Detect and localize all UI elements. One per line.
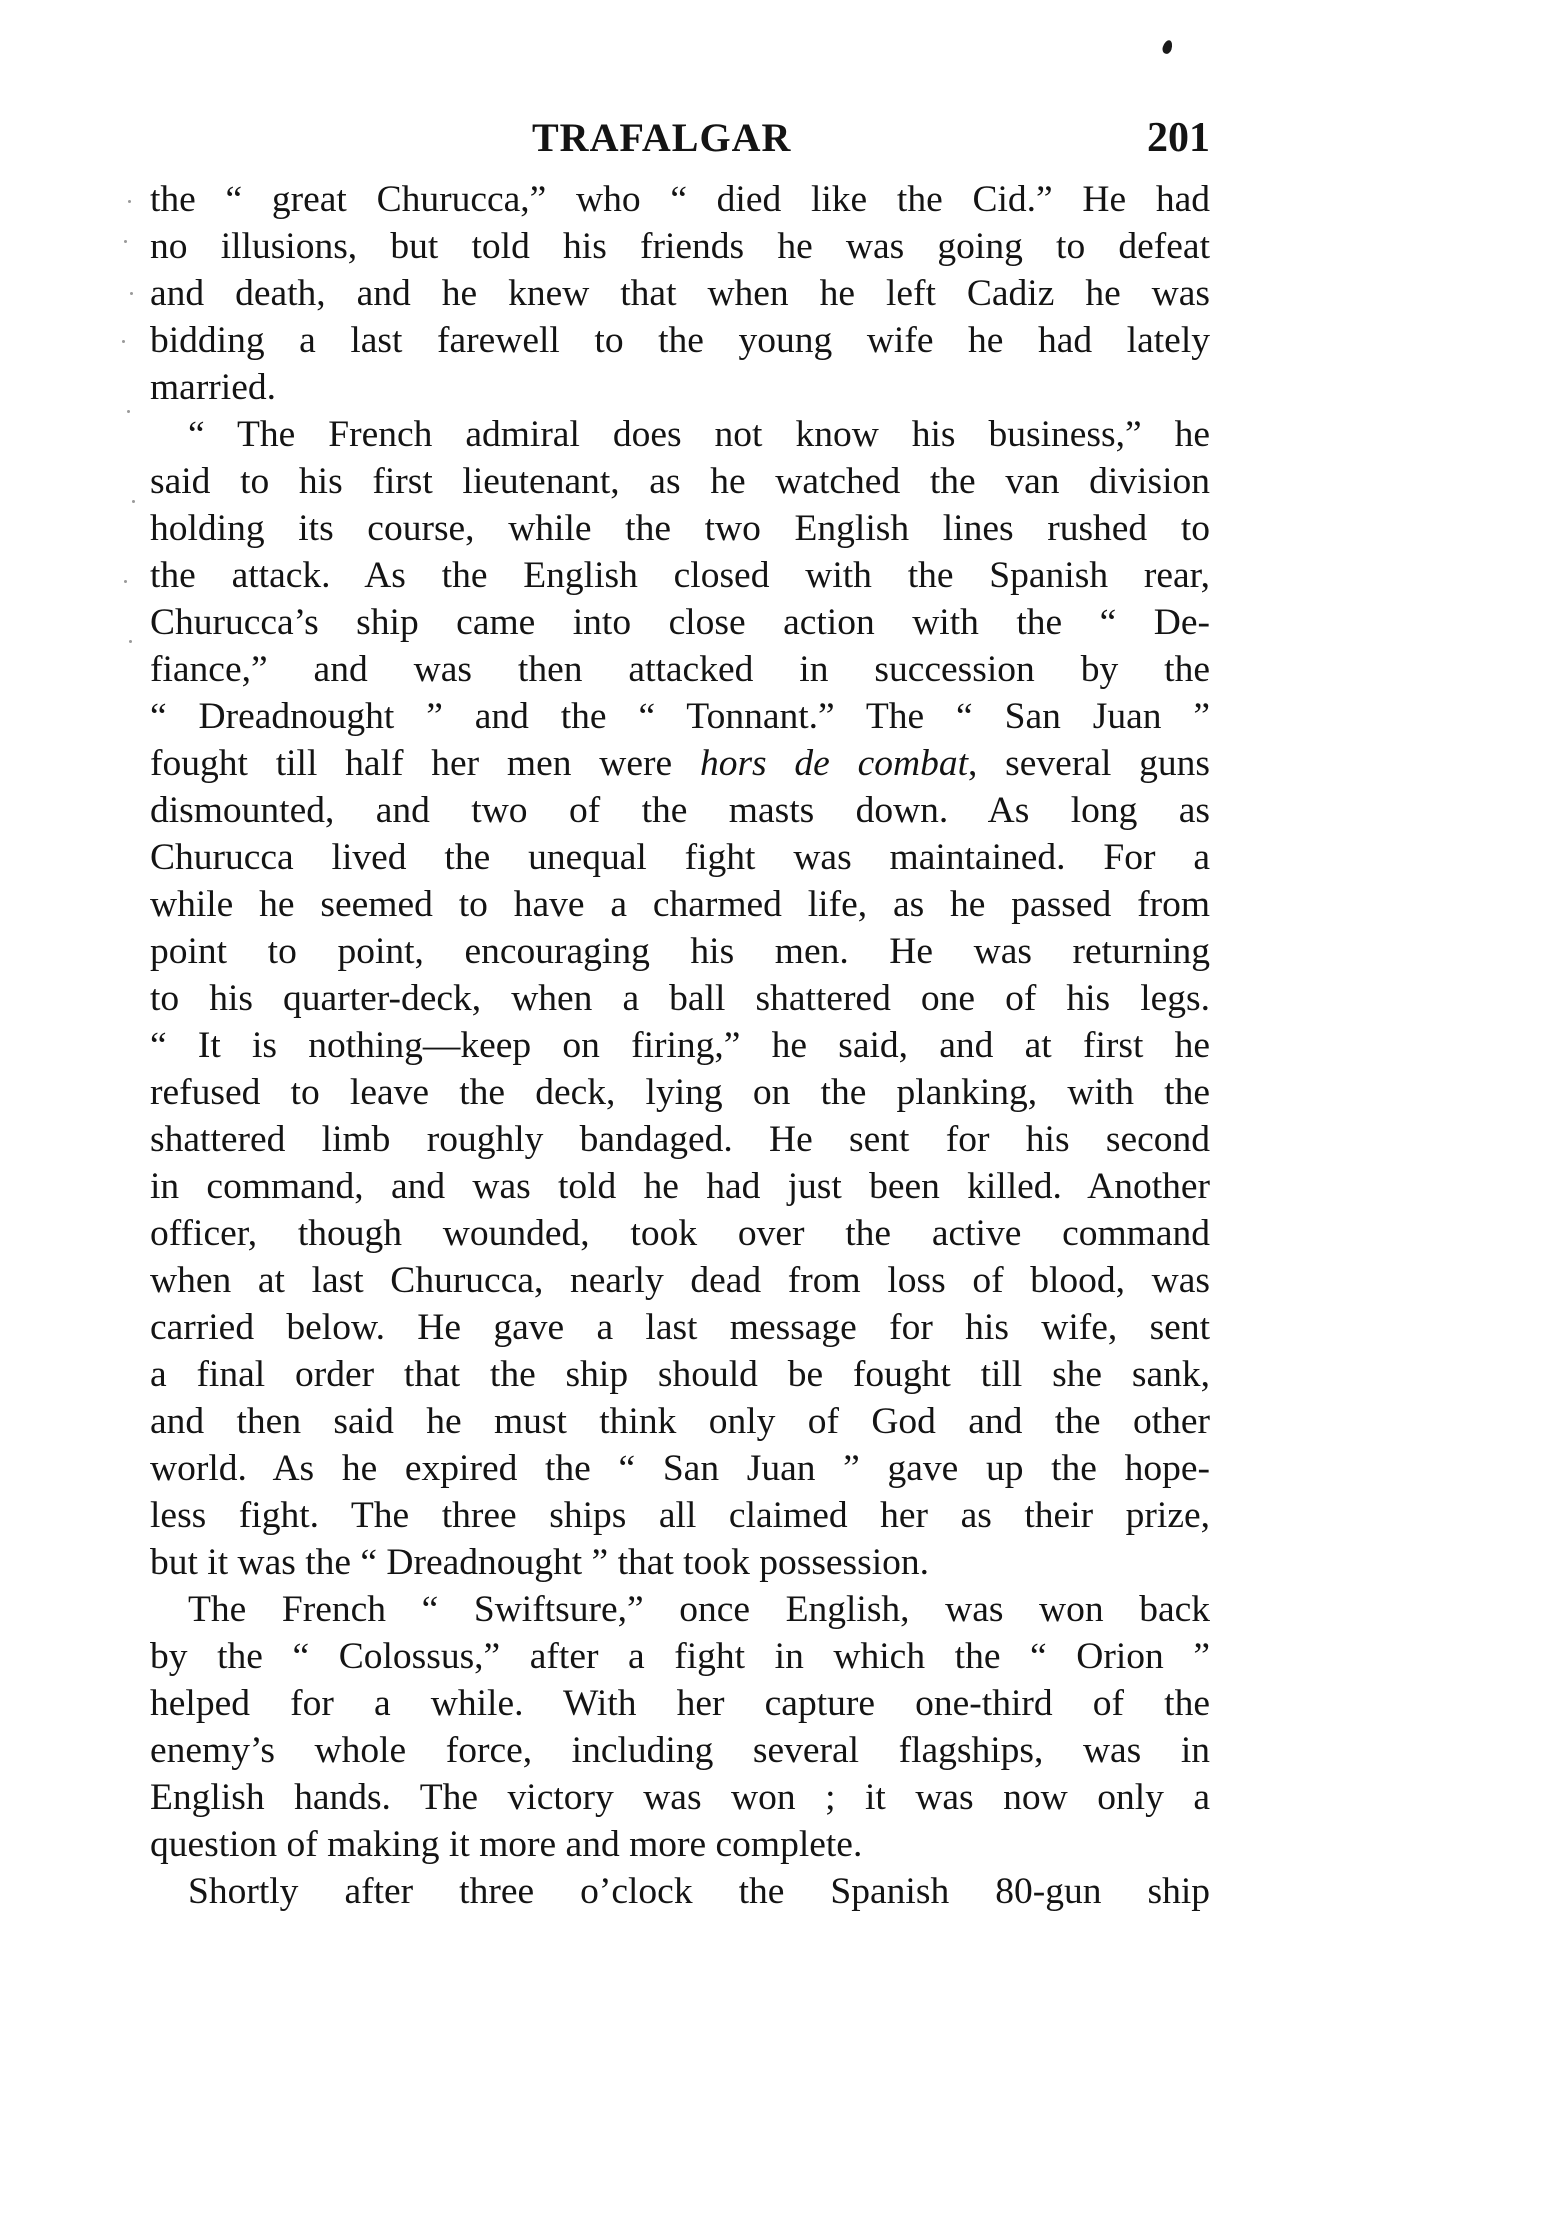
ink-speck xyxy=(1161,39,1174,55)
text-line: fiance,” and was then attacked in succession by the xyxy=(150,649,1210,690)
text-line: helped for a while. With her capture one-third of the xyxy=(150,1683,1210,1724)
text-line: world. As he expired the “ San Juan ” gave up the hope- xyxy=(150,1448,1210,1489)
text-line: officer, though wounded, took over the active command xyxy=(150,1213,1210,1254)
text-line: English hands. The victory was won ; it was now only a xyxy=(150,1777,1210,1818)
text-line: holding its course, while the two English lines rushed to xyxy=(150,508,1210,549)
text-line: and death, and he knew that when he left Cadiz he was xyxy=(150,273,1210,314)
text-line: less fight. The three ships all claimed her as their prize, xyxy=(150,1495,1210,1536)
text-line: no illusions, but told his friends he was going to defeat xyxy=(150,226,1210,267)
text-line: to his quarter-deck, when a ball shattered one of his legs. xyxy=(150,978,1210,1019)
text-line: and then said he must think only of God and the other xyxy=(150,1401,1210,1442)
text-line: “ Dreadnought ” and the “ Tonnant.” The “ San Juan ” xyxy=(150,696,1210,737)
text-line: The French “ Swiftsure,” once English, was won back xyxy=(188,1589,1210,1630)
text-line: while he seemed to have a charmed life, as he passed from xyxy=(150,884,1210,925)
text-line: in command, and was told he had just been killed. Another xyxy=(150,1166,1210,1207)
page-number: 201 xyxy=(1147,115,1210,161)
text-line: Shortly after three o’clock the Spanish 80-gun ship xyxy=(188,1871,1210,1912)
text-line: refused to leave the deck, lying on the planking, with the xyxy=(150,1072,1210,1113)
running-head xyxy=(150,108,1210,168)
text-line: enemy’s whole force, including several flagships, was in xyxy=(150,1730,1210,1771)
text-line: fought till half her men were hors de combat, several guns xyxy=(150,743,1210,784)
text-line: shattered limb roughly bandaged. He sent for his second xyxy=(150,1119,1210,1160)
italic-phrase: hors de combat xyxy=(699,743,969,784)
text-line: the “ great Churucca,” who “ died like the Cid.” He had xyxy=(150,179,1210,220)
text-line: question of making it more and more complete. xyxy=(150,1824,863,1865)
text-line: a final order that the ship should be fought till she sank, xyxy=(150,1354,1210,1395)
text-line: carried below. He gave a last message for his wife, sent xyxy=(150,1307,1210,1348)
text-line: point to point, encouraging his men. He was returning xyxy=(150,931,1210,972)
text-line: married. xyxy=(150,367,276,408)
text-line: by the “ Colossus,” after a fight in which the “ Orion ” xyxy=(150,1636,1210,1677)
running-title: TRAFALGAR xyxy=(532,115,792,160)
margin-scan-marks xyxy=(118,200,138,660)
text-line: Churucca lived the unequal fight was maintained. For a xyxy=(150,837,1210,878)
text-line: said to his first lieutenant, as he watched the van division xyxy=(150,461,1210,502)
body-text xyxy=(150,176,1210,1915)
text-line: “ It is nothing—keep on firing,” he said, and at first he xyxy=(150,1025,1210,1066)
text-line: dismounted, and two of the masts down. As long as xyxy=(150,790,1210,831)
text-line: when at last Churucca, nearly dead from loss of blood, was xyxy=(150,1260,1210,1301)
text-line: bidding a last farewell to the young wife he had lately xyxy=(150,320,1210,361)
text-line: Churucca’s ship came into close action with the “ De- xyxy=(150,602,1210,643)
text-line: but it was the “ Dreadnought ” that took possession. xyxy=(150,1542,930,1583)
text-line: “ The French admiral does not know his business,” he xyxy=(188,414,1210,455)
text-line: the attack. As the English closed with the Spanish rear, xyxy=(150,555,1210,596)
